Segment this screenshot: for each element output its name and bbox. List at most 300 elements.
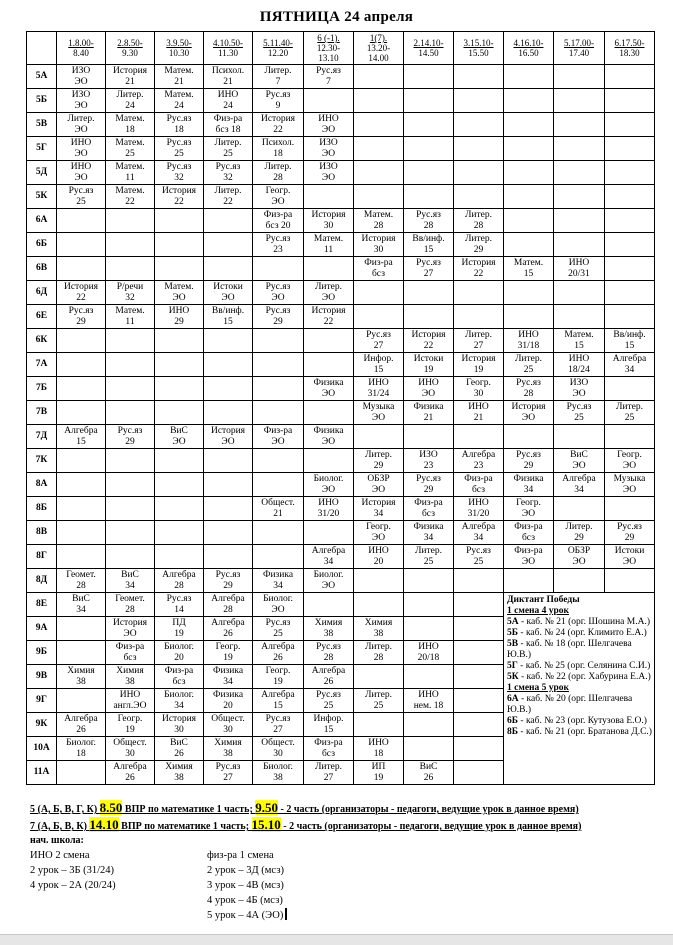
table-cell: Физ-ра бсз bbox=[304, 737, 354, 761]
dictation-shift-1: 1 смена 4 урок bbox=[507, 606, 570, 616]
table-cell: Алгебра 26 bbox=[204, 617, 253, 641]
table-cell: ОБЗР ЭО bbox=[554, 545, 605, 569]
table-cell: Биолог. 34 bbox=[155, 689, 204, 713]
table-cell bbox=[454, 65, 504, 89]
table-cell: ОБЗР ЭО bbox=[354, 473, 404, 497]
table-row bbox=[27, 449, 655, 473]
dictation-item: 8Б - каб. № 21 (орг. Братанова Д.С.) bbox=[507, 727, 652, 737]
table-cell bbox=[354, 89, 404, 113]
table-cell bbox=[605, 89, 655, 113]
table-cell: Рус.яз 27 bbox=[253, 713, 304, 737]
class-label: 8Г bbox=[27, 545, 57, 569]
table-cell bbox=[57, 233, 106, 257]
table-cell: ИНО 18/24 bbox=[554, 353, 605, 377]
table-cell: Матем. 11 bbox=[304, 233, 354, 257]
vpr-text: - 2 часть (организаторы - педагоги, ведущие урок в данное время) bbox=[280, 821, 582, 832]
table-cell: Геогр. 19 bbox=[204, 641, 253, 665]
table-cell: Истоки ЭО bbox=[204, 281, 253, 305]
dictation-item: 5Б - каб. № 24 (орг. Климито Е.А.) bbox=[507, 628, 647, 638]
table-cell: Литер. 29 bbox=[554, 521, 605, 545]
table-cell: Физика 34 bbox=[404, 521, 454, 545]
table-cell bbox=[57, 329, 106, 353]
primary-school-label: нач. школа: bbox=[30, 835, 84, 846]
table-cell: Алгебра 34 bbox=[454, 521, 504, 545]
table-cell bbox=[354, 713, 404, 737]
table-cell: Общест. 30 bbox=[253, 737, 304, 761]
schedule-table bbox=[26, 31, 655, 785]
table-cell bbox=[155, 401, 204, 425]
table-cell: Музыка ЭО bbox=[605, 473, 655, 497]
table-cell bbox=[504, 113, 554, 137]
table-cell bbox=[404, 305, 454, 329]
table-cell: ВиС 34 bbox=[57, 593, 106, 617]
table-cell: Физ-ра ЭО bbox=[253, 425, 304, 449]
table-cell: Инфор. 15 bbox=[354, 353, 404, 377]
table-cell: Рус.яз 25 bbox=[454, 545, 504, 569]
class-label: 5В bbox=[27, 113, 57, 137]
table-cell: ИНО 24 bbox=[204, 89, 253, 113]
table-cell bbox=[404, 713, 454, 737]
table-cell: Рус.яз 25 bbox=[155, 137, 204, 161]
table-cell: ИНО 31/20 bbox=[304, 497, 354, 521]
table-cell: ПД 19 bbox=[155, 617, 204, 641]
vpr-text: ВПР по математике 1 часть; bbox=[122, 804, 256, 815]
table-cell bbox=[57, 761, 106, 785]
table-cell: История ЭО bbox=[106, 617, 155, 641]
table-cell bbox=[354, 113, 404, 137]
table-cell bbox=[155, 209, 204, 233]
table-cell: Алгебра 15 bbox=[253, 689, 304, 713]
table-cell: Рус.яз 27 bbox=[404, 257, 454, 281]
table-cell bbox=[304, 593, 354, 617]
table-cell bbox=[106, 449, 155, 473]
table-cell: ИЗО ЭО bbox=[304, 161, 354, 185]
table-cell bbox=[454, 185, 504, 209]
class-label: 7К bbox=[27, 449, 57, 473]
table-cell: Матем. 22 bbox=[106, 185, 155, 209]
table-cell bbox=[354, 569, 404, 593]
text-cursor bbox=[285, 908, 287, 920]
table-cell: Вв/инф. 15 bbox=[404, 233, 454, 257]
table-row bbox=[27, 89, 655, 113]
list-item: ИНО 2 смена bbox=[30, 850, 90, 861]
table-row bbox=[27, 65, 655, 89]
column-header: 1.8.00- 8.40 bbox=[57, 32, 106, 65]
class-label: 9Г bbox=[27, 689, 57, 713]
table-cell: ИНО 31/18 bbox=[504, 329, 554, 353]
list-item bbox=[207, 908, 287, 923]
table-cell: Матем. 24 bbox=[155, 89, 204, 113]
table-cell: Рус.яз 23 bbox=[253, 233, 304, 257]
table-cell bbox=[253, 257, 304, 281]
table-cell bbox=[204, 545, 253, 569]
table-cell: Биолог. 20 bbox=[155, 641, 204, 665]
table-cell: Химия 38 bbox=[57, 665, 106, 689]
table-row bbox=[27, 569, 655, 593]
table-cell: Рус.яз 29 bbox=[605, 521, 655, 545]
dictation-note bbox=[504, 593, 655, 785]
table-row bbox=[27, 521, 655, 545]
table-cell bbox=[404, 665, 454, 689]
dictation-title: Диктант Победы bbox=[507, 595, 580, 605]
class-label: 7Б bbox=[27, 377, 57, 401]
table-cell: История ЭО bbox=[204, 425, 253, 449]
table-cell: Рус.яз 28 bbox=[304, 641, 354, 665]
table-cell bbox=[404, 137, 454, 161]
table-cell: История 22 bbox=[155, 185, 204, 209]
class-label: 9К bbox=[27, 713, 57, 737]
table-cell bbox=[57, 641, 106, 665]
table-cell bbox=[454, 305, 504, 329]
class-label: 9В bbox=[27, 665, 57, 689]
table-cell: ИЗО ЭО bbox=[57, 89, 106, 113]
table-cell bbox=[304, 401, 354, 425]
table-cell: Физ-ра бсз 20 bbox=[253, 209, 304, 233]
table-cell bbox=[404, 65, 454, 89]
table-cell: Литер. ЭО bbox=[304, 281, 354, 305]
table-cell bbox=[253, 473, 304, 497]
class-label: 9А bbox=[27, 617, 57, 641]
table-cell: Литер. 29 bbox=[354, 449, 404, 473]
table-cell bbox=[57, 209, 106, 233]
class-label: 8А bbox=[27, 473, 57, 497]
list-item-text: 5 урок – 4А (ЭО) bbox=[207, 910, 284, 921]
table-cell bbox=[404, 569, 454, 593]
table-cell: ИЗО ЭО bbox=[57, 65, 106, 89]
table-cell: Литер. 29 bbox=[454, 233, 504, 257]
table-cell bbox=[106, 209, 155, 233]
table-cell bbox=[57, 257, 106, 281]
table-cell bbox=[504, 233, 554, 257]
table-cell: ИНО англ.ЭО bbox=[106, 689, 155, 713]
class-label: 10А bbox=[27, 737, 57, 761]
table-cell: История 30 bbox=[155, 713, 204, 737]
table-cell: ВиС ЭО bbox=[155, 425, 204, 449]
table-cell bbox=[304, 257, 354, 281]
vpr-time-1: 8.50 bbox=[99, 800, 123, 815]
column-header: 3.15.10- 15.50 bbox=[454, 32, 504, 65]
table-cell: Литер. 28 bbox=[454, 209, 504, 233]
column-header: 4.16.10- 16.50 bbox=[504, 32, 554, 65]
table-cell bbox=[57, 617, 106, 641]
table-cell: Литер. 25 bbox=[404, 545, 454, 569]
table-cell: Физика ЭО bbox=[304, 377, 354, 401]
list-item: 4 урок – 2А (20/24) bbox=[30, 880, 116, 891]
table-cell: Геомет. 28 bbox=[57, 569, 106, 593]
table-cell: Геогр. ЭО bbox=[354, 521, 404, 545]
table-row bbox=[27, 497, 655, 521]
table-cell: Психол. 21 bbox=[204, 65, 253, 89]
table-cell: Литер. ЭО bbox=[57, 113, 106, 137]
table-cell: Музыка ЭО bbox=[354, 401, 404, 425]
table-cell: Биолог. ЭО bbox=[304, 569, 354, 593]
table-cell bbox=[554, 65, 605, 89]
table-cell bbox=[253, 329, 304, 353]
table-cell bbox=[454, 161, 504, 185]
table-cell bbox=[605, 65, 655, 89]
table-cell bbox=[304, 521, 354, 545]
table-cell: Литер. 7 bbox=[253, 65, 304, 89]
table-cell bbox=[605, 425, 655, 449]
table-cell: Химия 38 bbox=[354, 617, 404, 641]
table-cell bbox=[204, 257, 253, 281]
table-cell bbox=[155, 377, 204, 401]
table-cell bbox=[454, 713, 504, 737]
table-cell bbox=[204, 353, 253, 377]
table-cell bbox=[404, 113, 454, 137]
table-cell: Рус.яз 25 bbox=[253, 617, 304, 641]
table-cell bbox=[304, 449, 354, 473]
table-cell bbox=[605, 497, 655, 521]
table-cell: Рус.яз 32 bbox=[155, 161, 204, 185]
dictation-item: 5В - каб. № 18 (орг. Шелгачева Ю.В.) bbox=[507, 639, 632, 660]
table-cell bbox=[454, 665, 504, 689]
table-cell: Алгебра 26 bbox=[57, 713, 106, 737]
table-cell: ИНО 21 bbox=[454, 401, 504, 425]
table-row bbox=[27, 305, 655, 329]
table-cell bbox=[204, 497, 253, 521]
table-cell: Рус.яз 29 bbox=[404, 473, 454, 497]
table-cell: История ЭО bbox=[504, 401, 554, 425]
table-cell: ИНО 20/31 bbox=[554, 257, 605, 281]
table-cell: Геогр. 30 bbox=[454, 377, 504, 401]
table-cell bbox=[204, 401, 253, 425]
table-cell: Рус.яз 14 bbox=[155, 593, 204, 617]
table-cell: Физика ЭО bbox=[304, 425, 354, 449]
table-cell: ВиС 34 bbox=[106, 569, 155, 593]
table-cell bbox=[354, 65, 404, 89]
class-label: 6Е bbox=[27, 305, 57, 329]
table-cell: ИП 19 bbox=[354, 761, 404, 785]
table-cell bbox=[354, 281, 404, 305]
table-cell: Алгебра 28 bbox=[155, 569, 204, 593]
table-cell bbox=[106, 521, 155, 545]
table-cell: Общест. 30 bbox=[106, 737, 155, 761]
table-cell: ИНО ЭО bbox=[57, 137, 106, 161]
table-cell: Биолог. ЭО bbox=[253, 593, 304, 617]
pe-shift-list bbox=[207, 848, 287, 923]
table-cell: Физ-ра ЭО bbox=[504, 545, 554, 569]
table-cell: Рус.яз 29 bbox=[57, 305, 106, 329]
table-cell: Рус.яз 25 bbox=[554, 401, 605, 425]
class-label: 7В bbox=[27, 401, 57, 425]
list-item: 2 урок – 3Д (мсз) bbox=[207, 865, 284, 876]
table-cell bbox=[554, 89, 605, 113]
table-cell bbox=[404, 281, 454, 305]
table-cell bbox=[354, 185, 404, 209]
table-cell: Литер. 25 bbox=[504, 353, 554, 377]
table-cell: Физика 20 bbox=[204, 689, 253, 713]
table-cell: Алгебра 23 bbox=[454, 449, 504, 473]
column-header: 3.9.50- 10.30 bbox=[155, 32, 204, 65]
table-row bbox=[27, 377, 655, 401]
table-cell: Рус.яз 28 bbox=[404, 209, 454, 233]
dictation-item: 5Г - каб. № 25 (орг. Селянина С.И.) bbox=[507, 661, 651, 671]
table-cell bbox=[354, 593, 404, 617]
table-cell bbox=[454, 593, 504, 617]
table-cell bbox=[404, 617, 454, 641]
table-cell: ВиС 26 bbox=[155, 737, 204, 761]
table-cell: Алгебра 26 bbox=[253, 641, 304, 665]
table-cell: ИНО 31/24 bbox=[354, 377, 404, 401]
table-cell: Геогр. 19 bbox=[253, 665, 304, 689]
table-cell: ВиС 26 bbox=[404, 761, 454, 785]
header-row bbox=[27, 32, 655, 65]
table-cell bbox=[404, 593, 454, 617]
table-cell: Литер. 28 bbox=[253, 161, 304, 185]
class-label: 6А bbox=[27, 209, 57, 233]
table-cell: Рус.яз 27 bbox=[354, 329, 404, 353]
table-cell bbox=[204, 233, 253, 257]
column-header: 1(7). 13.20- 14.00 bbox=[354, 32, 404, 65]
table-cell bbox=[106, 329, 155, 353]
class-label: 5Б bbox=[27, 89, 57, 113]
class-label: 5А bbox=[27, 65, 57, 89]
table-cell bbox=[404, 89, 454, 113]
table-cell bbox=[554, 233, 605, 257]
table-cell bbox=[605, 281, 655, 305]
table-cell bbox=[554, 185, 605, 209]
table-cell bbox=[253, 401, 304, 425]
table-cell: Химия 38 bbox=[155, 761, 204, 785]
table-cell bbox=[605, 137, 655, 161]
table-cell: Биолог. 38 bbox=[253, 761, 304, 785]
table-cell bbox=[605, 233, 655, 257]
vpr-text: - 2 часть (организаторы - педагоги, ведущие урок в данное время) bbox=[278, 804, 579, 815]
table-cell bbox=[554, 569, 605, 593]
table-cell: История 22 bbox=[404, 329, 454, 353]
vpr-time-1: 14.10 bbox=[89, 817, 119, 832]
dictation-item: 5К - каб. № 22 (орг. Хабурина Е.А.) bbox=[507, 672, 651, 682]
table-cell bbox=[404, 737, 454, 761]
table-cell: Алгебра 28 bbox=[204, 593, 253, 617]
footer-notes bbox=[30, 799, 670, 921]
table-cell: История 22 bbox=[57, 281, 106, 305]
vpr-classes: 5 (А, Б, В, Г, К) bbox=[30, 804, 100, 815]
class-label: 5К bbox=[27, 185, 57, 209]
class-label: 6Б bbox=[27, 233, 57, 257]
table-cell: Истоки ЭО bbox=[605, 545, 655, 569]
table-cell: Рус.яз 18 bbox=[155, 113, 204, 137]
class-label: 8Д bbox=[27, 569, 57, 593]
table-cell: Истоки 19 bbox=[404, 353, 454, 377]
table-cell: Литер. 27 bbox=[304, 761, 354, 785]
table-cell: Литер. 25 bbox=[605, 401, 655, 425]
dictation-shift-2: 1 смена 5 урок bbox=[507, 683, 570, 693]
table-cell bbox=[454, 281, 504, 305]
table-cell bbox=[204, 521, 253, 545]
table-cell bbox=[504, 425, 554, 449]
class-label: 8В bbox=[27, 521, 57, 545]
table-cell: ИНО 20 bbox=[354, 545, 404, 569]
table-cell: История 30 bbox=[354, 233, 404, 257]
table-cell bbox=[454, 113, 504, 137]
table-cell: Физ-ра бсз bbox=[504, 521, 554, 545]
table-cell bbox=[253, 377, 304, 401]
table-cell: Алгебра 26 bbox=[106, 761, 155, 785]
table-cell bbox=[404, 185, 454, 209]
table-cell: Физ-ра бсз bbox=[404, 497, 454, 521]
table-cell: История 22 bbox=[253, 113, 304, 137]
table-cell bbox=[155, 449, 204, 473]
table-cell bbox=[354, 137, 404, 161]
vpr-classes: 7 (А, Б, В, К) bbox=[30, 821, 90, 832]
table-cell: ИНО ЭО bbox=[404, 377, 454, 401]
table-cell: Физика 34 bbox=[504, 473, 554, 497]
table-cell bbox=[106, 473, 155, 497]
table-cell: Алгебра 34 bbox=[304, 545, 354, 569]
class-label: 11А bbox=[27, 761, 57, 785]
table-cell: Рус.яз 32 bbox=[204, 161, 253, 185]
table-cell: ИЗО ЭО bbox=[554, 377, 605, 401]
table-cell: История 34 bbox=[354, 497, 404, 521]
table-cell bbox=[106, 401, 155, 425]
table-row bbox=[27, 473, 655, 497]
table-cell bbox=[404, 161, 454, 185]
table-cell bbox=[605, 113, 655, 137]
table-cell bbox=[155, 473, 204, 497]
table-cell bbox=[253, 545, 304, 569]
table-cell bbox=[454, 137, 504, 161]
table-cell: Общест. 21 bbox=[253, 497, 304, 521]
table-row bbox=[27, 113, 655, 137]
class-label: 7А bbox=[27, 353, 57, 377]
table-cell bbox=[155, 545, 204, 569]
table-cell: ИНО ЭО bbox=[304, 113, 354, 137]
table-cell bbox=[504, 281, 554, 305]
table-cell bbox=[554, 425, 605, 449]
status-bar bbox=[0, 934, 673, 945]
table-cell bbox=[504, 89, 554, 113]
table-cell bbox=[504, 185, 554, 209]
table-cell: Матем. 11 bbox=[106, 161, 155, 185]
table-row bbox=[27, 401, 655, 425]
list-item: физ-ра 1 смена bbox=[207, 850, 274, 861]
table-cell: Физ-ра бсз 18 bbox=[204, 113, 253, 137]
table-cell bbox=[554, 137, 605, 161]
table-cell bbox=[155, 233, 204, 257]
table-cell: Рус.яз 29 bbox=[204, 569, 253, 593]
table-cell bbox=[155, 497, 204, 521]
table-cell bbox=[57, 449, 106, 473]
list-item: 2 урок – 3Б (31/24) bbox=[30, 865, 115, 876]
table-cell: Геогр. ЭО bbox=[253, 185, 304, 209]
table-cell: История 30 bbox=[304, 209, 354, 233]
table-cell: ИНО 31/20 bbox=[454, 497, 504, 521]
table-cell: Рус.яз ЭО bbox=[253, 281, 304, 305]
table-cell: ИЗО ЭО bbox=[304, 137, 354, 161]
table-cell: Физика 21 bbox=[404, 401, 454, 425]
table-cell: Биолог. ЭО bbox=[304, 473, 354, 497]
table-cell bbox=[454, 761, 504, 785]
table-cell bbox=[605, 569, 655, 593]
table-cell: История 19 bbox=[454, 353, 504, 377]
dictation-item: 6Б - каб. № 23 (орг. Кутузова Е.О.) bbox=[507, 716, 647, 726]
table-cell bbox=[504, 161, 554, 185]
table-cell bbox=[155, 257, 204, 281]
table-cell: Химия 38 bbox=[204, 737, 253, 761]
table-cell: Литер. 25 bbox=[204, 137, 253, 161]
table-cell bbox=[204, 473, 253, 497]
table-cell bbox=[57, 353, 106, 377]
table-cell: Матем. ЭО bbox=[155, 281, 204, 305]
table-cell: Геогр. ЭО bbox=[504, 497, 554, 521]
table-cell bbox=[253, 353, 304, 377]
table-cell bbox=[106, 233, 155, 257]
table-cell: Литер. 22 bbox=[204, 185, 253, 209]
table-cell: ИНО нем. 18 bbox=[404, 689, 454, 713]
list-item: 4 урок – 4Б (мсз) bbox=[207, 895, 283, 906]
